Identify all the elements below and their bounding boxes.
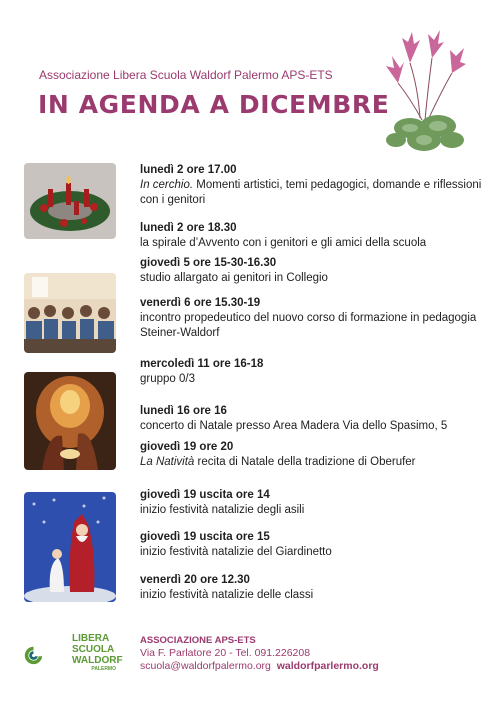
event-item bbox=[140, 163, 485, 208]
logo-line-1: LIBERA bbox=[72, 633, 110, 644]
meeting-photo bbox=[24, 273, 116, 353]
event-date: giovedì 19 ore 20 bbox=[140, 441, 234, 453]
event-date: mercoledì 11 ore 16-18 bbox=[140, 358, 264, 370]
saint-nicholas-painting bbox=[24, 492, 116, 602]
event-text: recita di Natale della tradizione di Oberufer bbox=[194, 456, 416, 468]
logo-line-3: WALDORF bbox=[72, 655, 123, 666]
event-description: inizio festività natalizie degli asili bbox=[140, 504, 305, 516]
event-date: lunedì 16 ore 16 bbox=[140, 405, 227, 417]
logo-line-4: PALERMO bbox=[91, 666, 116, 672]
event-description: concerto di Natale presso Area Madera Via dello Spasimo, 5 bbox=[140, 420, 448, 432]
event-description: studio allargato ai genitori in Collegio bbox=[140, 272, 328, 284]
cyclamen-illustration bbox=[380, 28, 470, 156]
event-description: inizio festività natalizie delle classi bbox=[140, 589, 314, 601]
event-item bbox=[140, 296, 485, 341]
event-item bbox=[140, 440, 485, 470]
org-name: Associazione Libera Scuola Waldorf Palermo APS-ETS bbox=[39, 68, 333, 82]
event-description: gruppo 0/3 bbox=[140, 373, 195, 385]
event-item bbox=[140, 488, 485, 518]
nativity-painting bbox=[24, 372, 116, 470]
event-title-italic: La Natività bbox=[140, 456, 195, 468]
event-item bbox=[140, 530, 485, 560]
event-date: lunedì 2 ore 18.30 bbox=[140, 222, 237, 234]
event-date: giovedì 19 uscita ore 14 bbox=[140, 489, 270, 501]
advent-wreath-photo bbox=[24, 163, 116, 239]
event-date: giovedì 19 uscita ore 15 bbox=[140, 531, 270, 543]
page-title: IN AGENDA A DICEMBRE bbox=[38, 90, 390, 119]
event-description: la spirale d’Avvento con i genitori e gli amici della scuola bbox=[140, 237, 427, 249]
event-item bbox=[140, 256, 485, 286]
contact-heading: ASSOCIAZIONE APS-ETS bbox=[140, 635, 256, 646]
contact-block bbox=[140, 634, 379, 673]
logo-line-2: SCUOLA bbox=[72, 644, 115, 655]
event-date: lunedì 2 ore 17.00 bbox=[140, 164, 237, 176]
event-description bbox=[140, 455, 485, 470]
event-title-italic: In cerchio. bbox=[140, 179, 194, 191]
contact-address: Via F. Parlatore 20 - Tel. 091.226208 bbox=[140, 647, 311, 659]
event-description bbox=[140, 178, 485, 208]
event-date: venerdì 20 ore 12.30 bbox=[140, 574, 250, 586]
event-date: giovedì 5 ore 15-30-16.30 bbox=[140, 257, 277, 269]
event-item bbox=[140, 573, 485, 603]
event-description: inizio festività natalizie del Giardinetto bbox=[140, 546, 332, 558]
event-description: incontro propedeutico del nuovo corso di formazione in pedagogia Steiner-Waldorf bbox=[140, 312, 477, 339]
school-logo-icon bbox=[23, 632, 71, 678]
contact-email[interactable]: scuola@waldorfpalermo.org bbox=[140, 660, 271, 672]
event-item bbox=[140, 221, 485, 251]
event-text: Momenti artistici, temi pedagogici, domande e riflessioni con i genitori bbox=[140, 179, 482, 206]
event-date: venerdì 6 ore 15.30-19 bbox=[140, 297, 261, 309]
contact-website[interactable]: waldorfparlermo.org bbox=[276, 660, 379, 672]
event-item bbox=[140, 404, 485, 434]
event-item bbox=[140, 357, 485, 387]
school-logo-text bbox=[72, 633, 123, 673]
